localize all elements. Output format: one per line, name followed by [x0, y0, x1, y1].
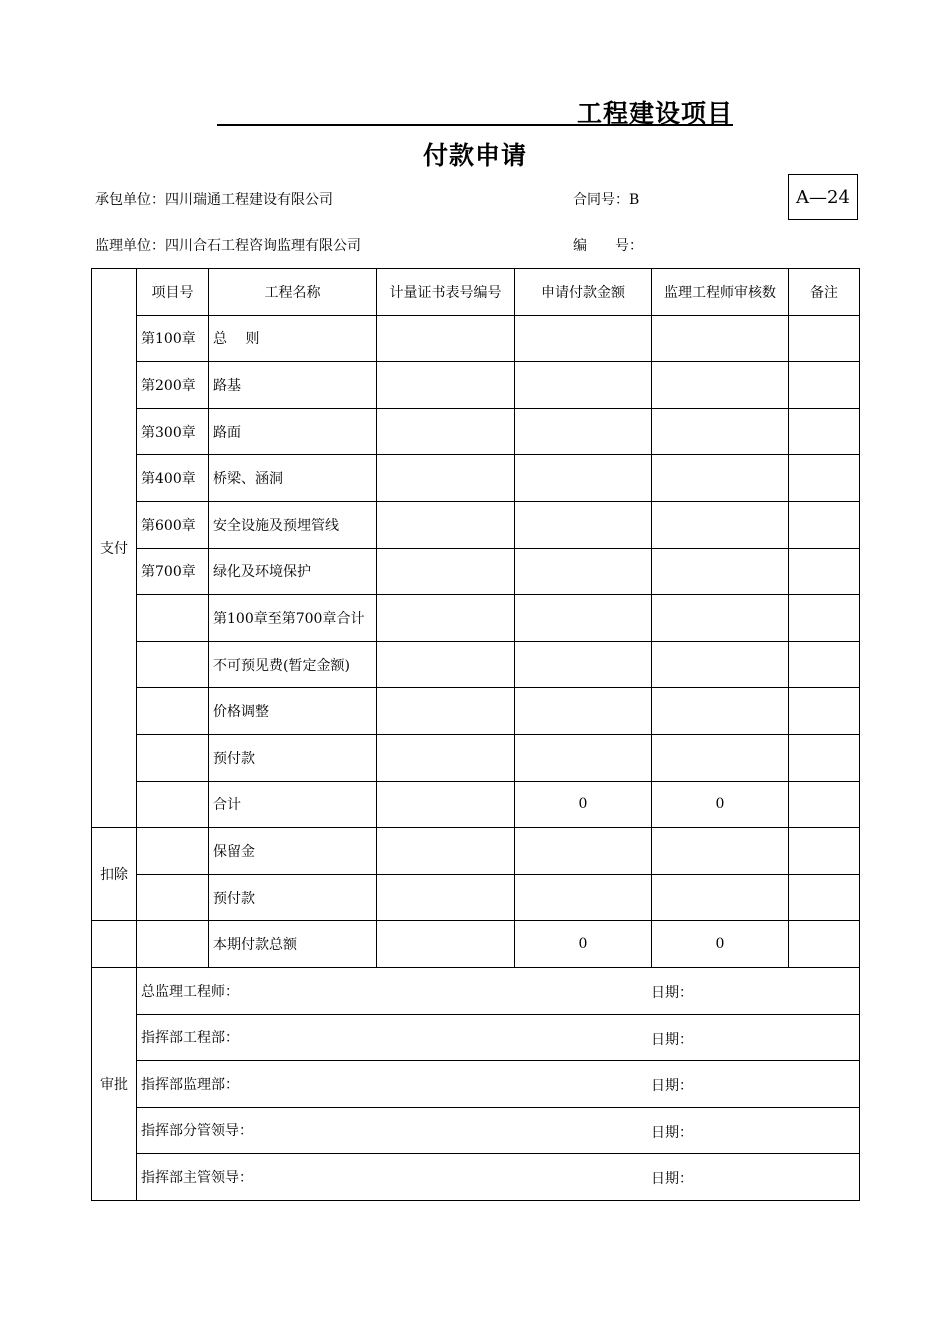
remark-cell[interactable] [789, 828, 860, 875]
cert-cell[interactable] [377, 595, 515, 642]
amount-cell[interactable] [515, 828, 652, 875]
row-name: 路面 [209, 408, 377, 455]
remark-cell[interactable] [789, 595, 860, 642]
col-engineer-audit: 监理工程师审核数 [652, 269, 789, 316]
row-code: 第700章 [137, 548, 209, 595]
row-name: 绿化及环境保护 [209, 548, 377, 595]
table-row [92, 595, 860, 642]
table-row [92, 641, 860, 688]
cert-cell[interactable] [377, 455, 515, 502]
date-label: 日期： [651, 1124, 693, 1141]
payment-table [91, 268, 860, 1201]
approver-role: 指挥部工程部： [141, 1030, 239, 1047]
col-certificate-no: 计量证书表号编号 [377, 269, 515, 316]
document-subtitle: 付款申请 [422, 141, 527, 170]
approval-row [92, 1107, 860, 1154]
row-name: 预付款 [209, 734, 377, 781]
audit-cell[interactable] [652, 641, 789, 688]
cert-cell[interactable] [377, 641, 515, 688]
number-label: 编 号： [573, 238, 643, 254]
amount-cell[interactable] [515, 595, 652, 642]
row-name: 保留金 [209, 828, 377, 875]
cert-cell[interactable] [377, 734, 515, 781]
total-audit[interactable]: 0 [652, 921, 789, 968]
row-name: 本期付款总额 [209, 921, 377, 968]
subtotal-audit[interactable]: 0 [652, 781, 789, 828]
cert-cell[interactable] [377, 781, 515, 828]
date-label: 日期： [651, 984, 693, 1001]
remark-cell[interactable] [789, 641, 860, 688]
amount-cell[interactable] [515, 501, 652, 548]
approval-cell[interactable] [137, 1154, 860, 1201]
audit-cell[interactable] [652, 688, 789, 735]
approver-role: 总监理工程师： [141, 983, 239, 1000]
amount-cell[interactable] [515, 455, 652, 502]
approval-row [92, 967, 860, 1014]
approver-role: 指挥部主管领导： [141, 1170, 253, 1187]
supervisor-value: 四川合石工程咨询监理有限公司 [165, 238, 361, 254]
row-name: 路基 [209, 362, 377, 409]
amount-cell[interactable] [515, 408, 652, 455]
row-code [137, 595, 209, 642]
cert-cell[interactable] [377, 921, 515, 968]
row-name: 价格调整 [209, 688, 377, 735]
approval-row [92, 1154, 860, 1201]
approval-cell[interactable] [137, 1014, 860, 1061]
approval-row [92, 1061, 860, 1108]
remark-cell[interactable] [789, 501, 860, 548]
amount-cell[interactable] [515, 315, 652, 362]
title-underline [217, 96, 733, 126]
row-name: 第100章至第700章合计 [209, 595, 377, 642]
cert-cell[interactable] [377, 874, 515, 921]
table-header-row [92, 269, 860, 316]
group-approval: 审批 [92, 967, 137, 1200]
number-line [573, 235, 643, 255]
date-label: 日期： [651, 1171, 693, 1188]
group-empty [92, 921, 137, 968]
audit-cell[interactable] [652, 874, 789, 921]
audit-cell[interactable] [652, 315, 789, 362]
col-item-no: 项目号 [137, 269, 209, 316]
table-row [92, 315, 860, 362]
contractor-value: 四川瑞通工程建设有限公司 [165, 192, 333, 208]
date-label: 日期： [651, 1031, 693, 1048]
cert-cell[interactable] [377, 501, 515, 548]
row-code: 第400章 [137, 455, 209, 502]
deduction-row [92, 828, 860, 875]
row-code [137, 781, 209, 828]
group-deduction: 扣除 [92, 828, 137, 921]
group-payment: 支付 [92, 269, 137, 828]
remark-cell[interactable] [789, 874, 860, 921]
cert-cell[interactable] [377, 408, 515, 455]
table-row [92, 501, 860, 548]
audit-cell[interactable] [652, 501, 789, 548]
contractor-line [95, 189, 333, 209]
row-code [137, 688, 209, 735]
subtotal-row [92, 781, 860, 828]
cert-cell[interactable] [377, 688, 515, 735]
table-row [92, 688, 860, 735]
remark-cell[interactable] [789, 548, 860, 595]
amount-cell[interactable] [515, 641, 652, 688]
amount-cell[interactable] [515, 734, 652, 781]
table-row [92, 408, 860, 455]
contract-no-line [573, 189, 639, 209]
audit-cell[interactable] [652, 828, 789, 875]
approval-row [92, 1014, 860, 1061]
audit-cell[interactable] [652, 595, 789, 642]
remark-cell[interactable] [789, 921, 860, 968]
row-code [137, 874, 209, 921]
row-name: 不可预见费(暂定金额) [209, 641, 377, 688]
row-code: 第600章 [137, 501, 209, 548]
row-code: 第300章 [137, 408, 209, 455]
remark-cell[interactable] [789, 688, 860, 735]
supervisor-label: 监理单位： [95, 238, 165, 254]
col-requested-amount: 申请付款金额 [515, 269, 652, 316]
document-title: 工程建设项目 [576, 99, 733, 128]
doc-code-box: A—24 [788, 174, 858, 220]
row-name: 桥梁、涵洞 [209, 455, 377, 502]
approval-cell[interactable] [137, 967, 860, 1014]
row-name: 安全设施及预埋管线 [209, 501, 377, 548]
cert-cell[interactable] [377, 828, 515, 875]
audit-cell[interactable] [652, 408, 789, 455]
table-row [92, 455, 860, 502]
remark-cell[interactable] [789, 408, 860, 455]
audit-cell[interactable] [652, 734, 789, 781]
remark-cell[interactable] [789, 781, 860, 828]
amount-cell[interactable] [515, 362, 652, 409]
audit-cell[interactable] [652, 455, 789, 502]
table-row [92, 362, 860, 409]
contract-no-value: B [629, 192, 640, 208]
remark-cell[interactable] [789, 362, 860, 409]
col-project-name: 工程名称 [209, 269, 377, 316]
audit-cell[interactable] [652, 362, 789, 409]
col-remarks: 备注 [789, 269, 860, 316]
approval-cell[interactable] [137, 1107, 860, 1154]
supervisor-line [95, 235, 361, 255]
approval-cell[interactable] [137, 1061, 860, 1108]
remark-cell[interactable] [789, 734, 860, 781]
remark-cell[interactable] [789, 315, 860, 362]
row-name: 合计 [209, 781, 377, 828]
row-code [137, 828, 209, 875]
row-code: 第100章 [137, 315, 209, 362]
table-row [92, 734, 860, 781]
cert-cell[interactable] [377, 548, 515, 595]
approver-role: 指挥部监理部： [141, 1076, 239, 1093]
contract-no-label: 合同号： [573, 192, 629, 208]
amount-cell[interactable] [515, 874, 652, 921]
row-code [137, 921, 209, 968]
row-code [137, 734, 209, 781]
deduction-row [92, 874, 860, 921]
approver-role: 指挥部分管领导： [141, 1123, 253, 1140]
cert-cell[interactable] [377, 315, 515, 362]
row-code [137, 641, 209, 688]
subtotal-amount[interactable]: 0 [515, 781, 652, 828]
cert-cell[interactable] [377, 362, 515, 409]
row-code: 第200章 [137, 362, 209, 409]
amount-cell[interactable] [515, 688, 652, 735]
date-label: 日期： [651, 1078, 693, 1095]
row-name: 总 则 [209, 315, 377, 362]
contractor-label: 承包单位： [95, 192, 165, 208]
total-amount[interactable]: 0 [515, 921, 652, 968]
audit-cell[interactable] [652, 548, 789, 595]
remark-cell[interactable] [789, 455, 860, 502]
table-row [92, 548, 860, 595]
row-name: 预付款 [209, 874, 377, 921]
amount-cell[interactable] [515, 548, 652, 595]
total-row [92, 921, 860, 968]
